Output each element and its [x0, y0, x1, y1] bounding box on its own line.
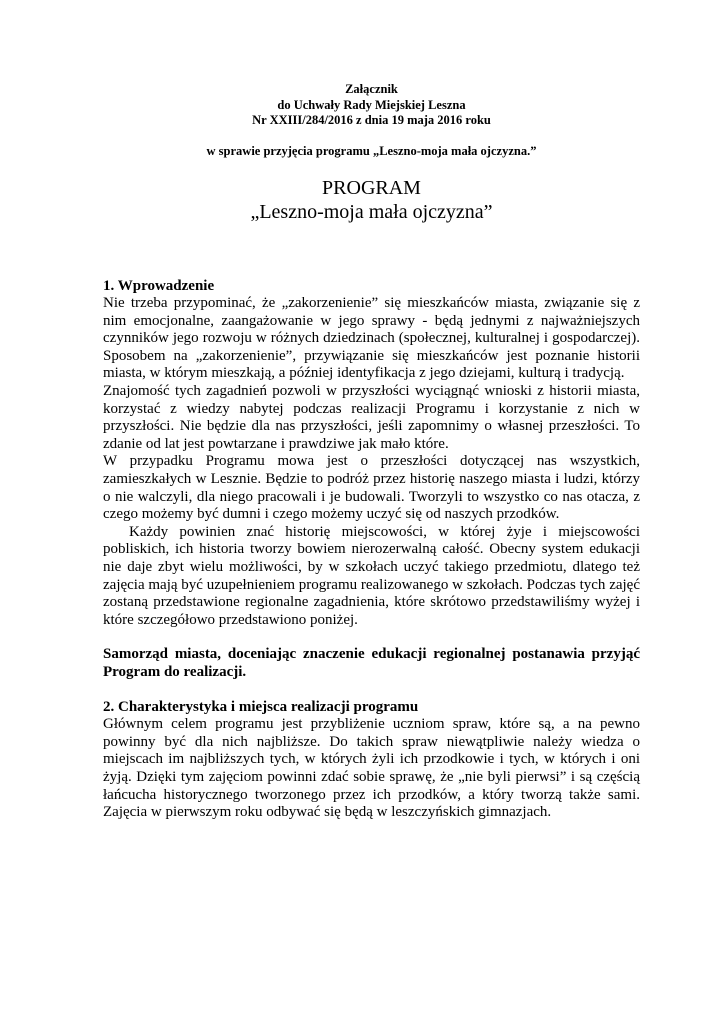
resolution-subject: w sprawie przyjęcia programu „Leszno-moja mała ojczyzna.” [206, 143, 537, 158]
section-1-paragraph-4: Każdy powinien znać historię miejscowości, w której żyje i miejscowości pobliskich, ich historia tworzy bowiem nierozerwalną całość. Obecny system edukacji nie daje zbyt wielu możliwości, by w szkołach uczyć takiego przedmiotu, dlatego też zajęcia mają być uzupełnieniem programu realizowanego w szkołach. Podczas tych zajęć zostaną przedstawione regionalne zagadnienia, które skrótowo przedstawiliśmy wyżej i które szczegółowo przedstawiono poniżej. [103, 523, 640, 628]
annex-label: Załącznik [345, 82, 398, 96]
section-1-paragraph-2: Znajomość tych zagadnień pozwoli w przyszłości wyciągnąć wnioski z historii miasta, korzystać z wiedzy nabytej podczas realizacji Programu i korzystanie z nich w przyszłości. Nie będzie dla nas przyszłości, jeśli zapomnimy o własnej przeszłości. To zdanie od lat jest powtarzane i prawdziwe jak mało które. [103, 383, 640, 452]
resolution-number: Nr XXIII/284/2016 z dnia 19 maja 2016 roku [252, 113, 491, 127]
section-2-paragraph-1: Głównym celem programu jest przybliżenie uczniom spraw, które są, a na pewno powinny być dla nich najbliższe. Do takich spraw niewątpliwie należy wiedza o miejscach im najbliższych tych, w których żyli ich przodkowie i tych, w których i oni żyją. Dzięki tym zajęciom powinni zdać sobie sprawę, że „nie byli pierwsi” i są częścią łańcucha historycznego tworzonego przez ich przodków, a który tworzą także sami. Zajęcia w pierwszym roku odbywać się będą w leszczyńskich gimnazjach. [103, 716, 640, 821]
document-title: PROGRAM [322, 176, 421, 199]
document-page [103, 82, 640, 822]
resolution-statement: Samorząd miasta, doceniając znaczenie edukacji regionalnej postanawia przyjąć Program do realizacji. [103, 646, 640, 680]
section-2-heading: 2. Charakterystyka i miejsca realizacji programu [103, 698, 419, 715]
section-1-heading: 1. Wprowadzenie [103, 277, 215, 294]
section-1-paragraph-1: Nie trzeba przypominać, że „zakorzenienie” się mieszkańców miasta, związanie się z nim emocjonalne, zaangażowanie w jego sprawy - będą jednymi z najważniejszych czynników jego rozwoju w różnych dziedzinach (społecznej, kulturalnej i gospodarczej). Sposobem na „zakorzenienie”, przywiązanie się mieszkańców jest poznanie historii miasta, w którym mieszkają, a później identyfikacja z jego dziejami, kulturą i tradycją. [103, 295, 640, 382]
resolution-reference: do Uchwały Rady Miejskiej Leszna [277, 97, 466, 112]
program-name: „Leszno-moja mała ojczyzna” [250, 200, 493, 223]
section-1-paragraph-3: W przypadku Programu mowa jest o przeszłości dotyczącej nas wszystkich, zamieszkałych w Lesznie. Będzie to podróż przez historię naszego miasta i ludzi, którzy o nie walczyli, dla niego pracowali i je budowali. Tworzyli to wszystko co nas otacza, z czego możemy być dumni i czego możemy uczyć się od naszych przodków. [103, 453, 640, 523]
